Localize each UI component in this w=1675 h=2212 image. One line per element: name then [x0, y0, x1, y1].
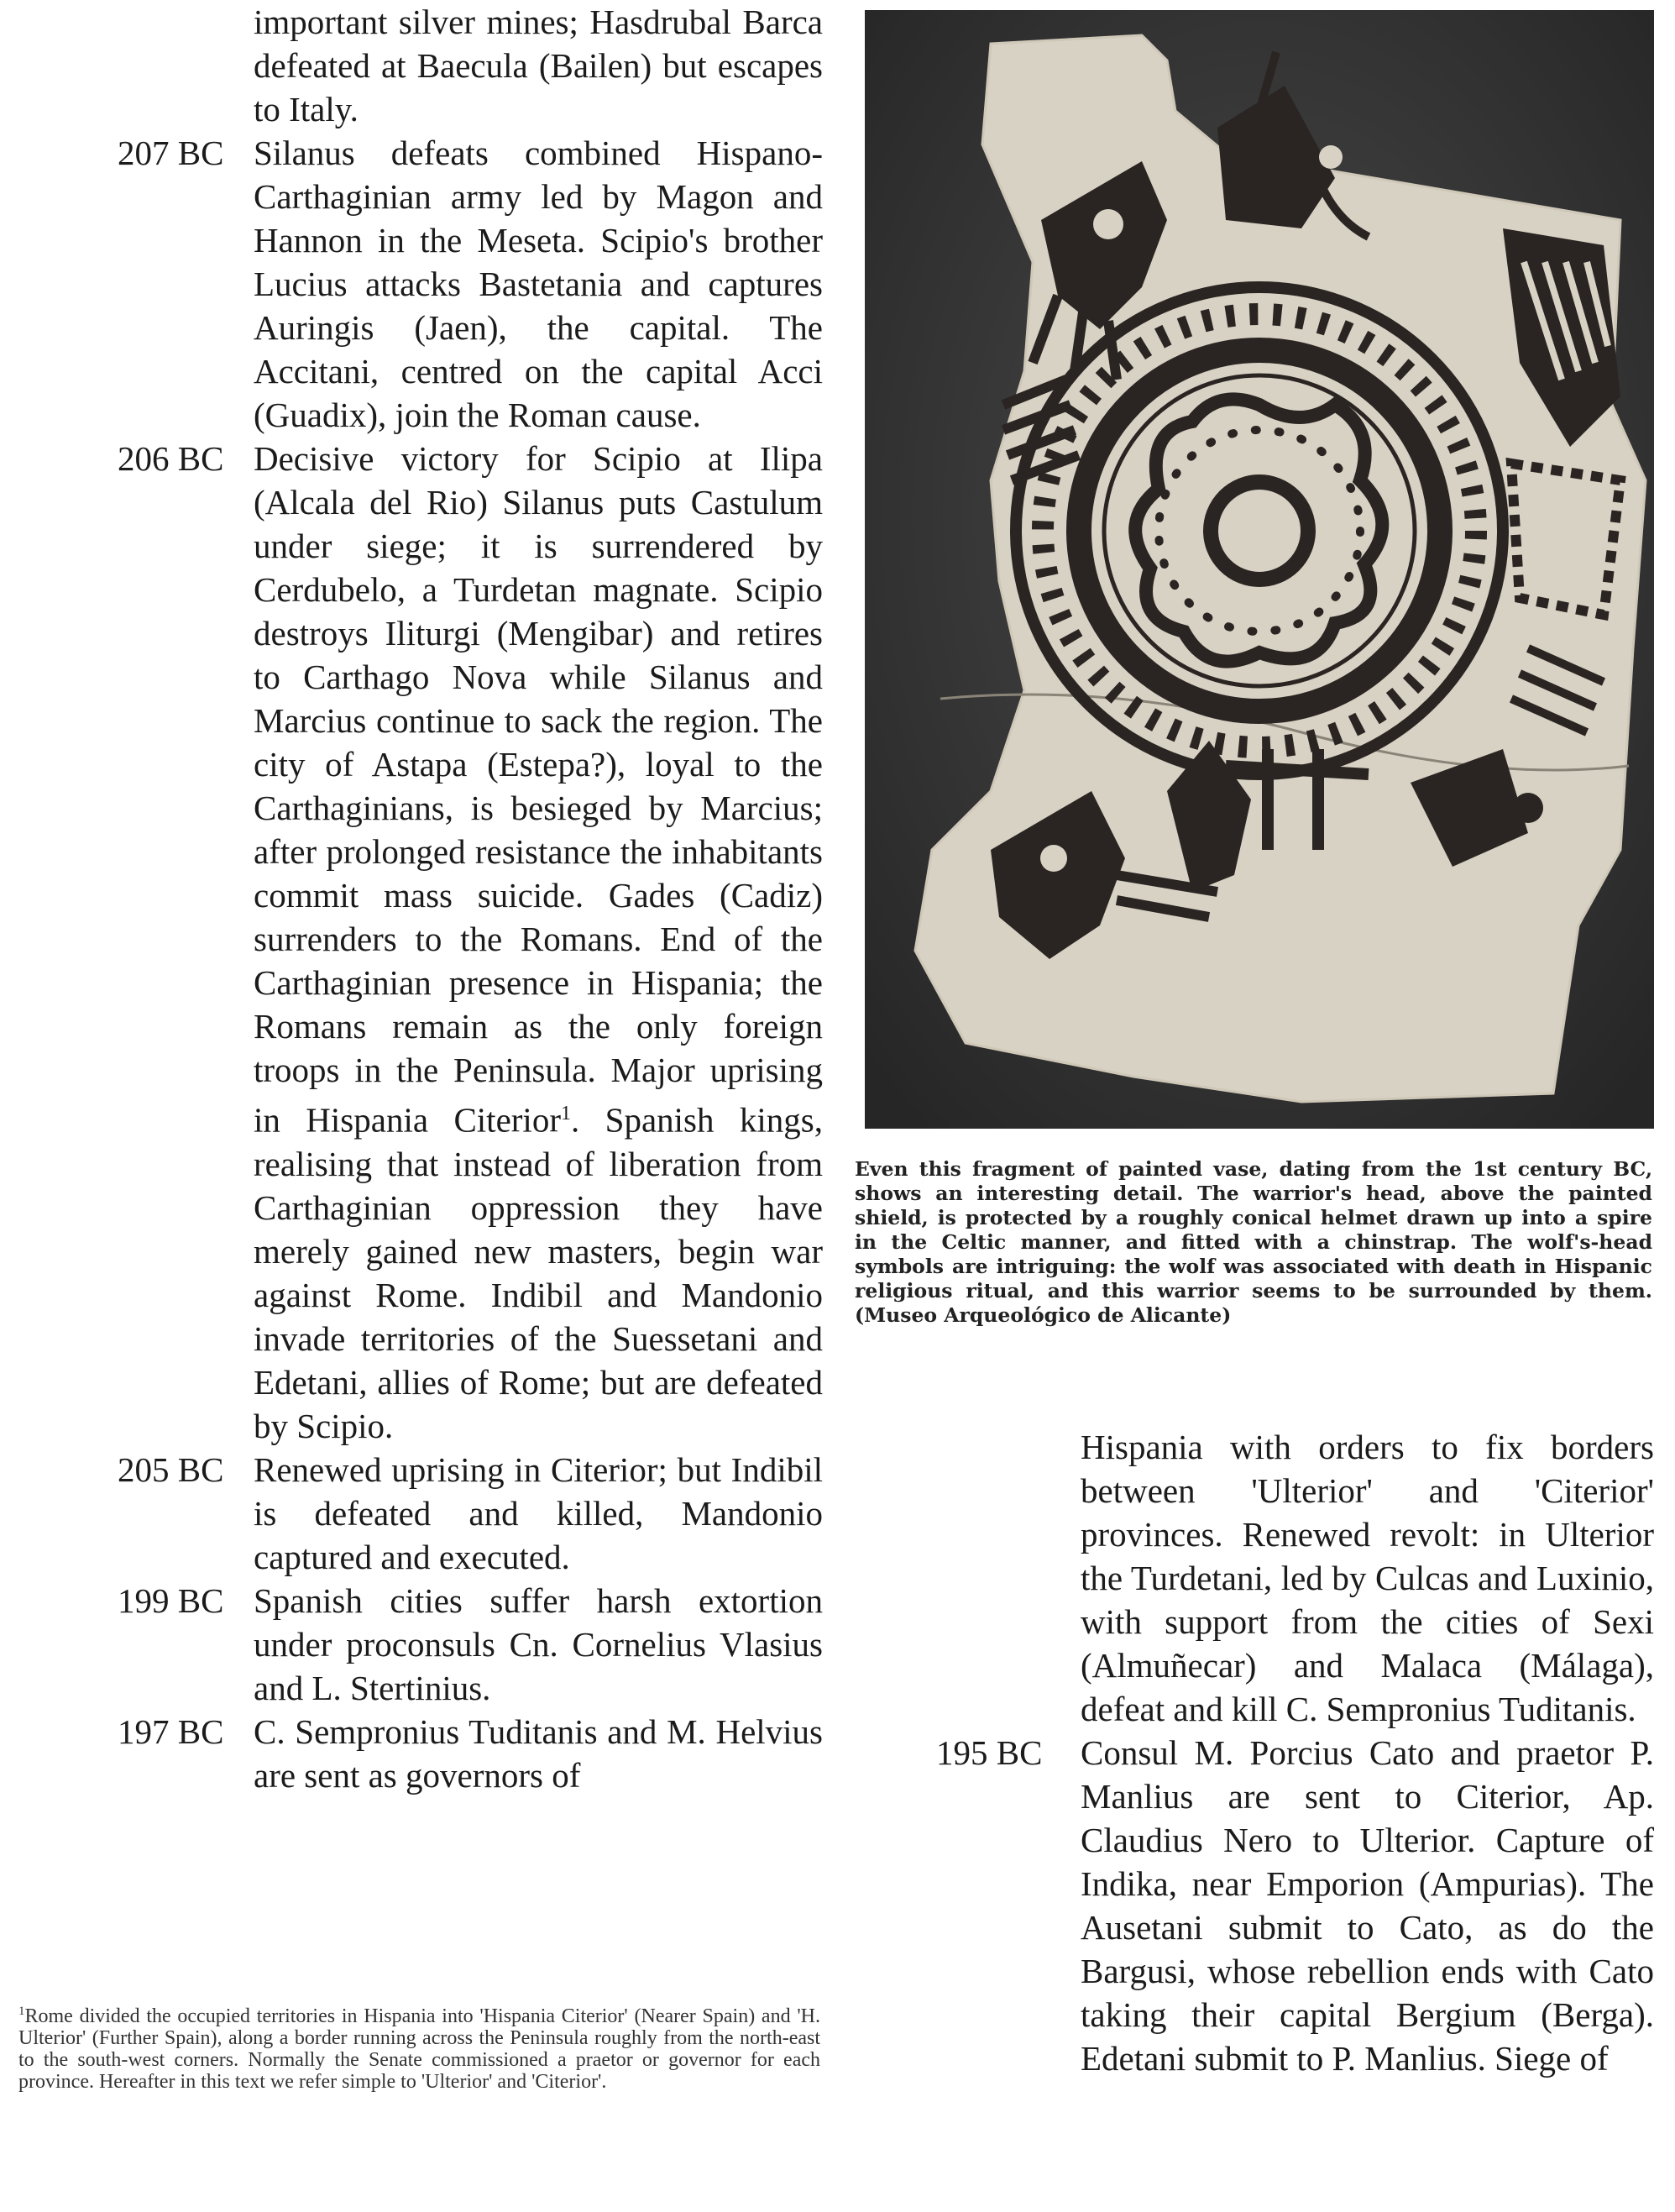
entry-text: C. Sempronius Tuditanis and M. Helvius are sent as governors of: [254, 1711, 823, 1795]
right-column: [936, 1425, 1654, 2080]
entry-text: [254, 437, 823, 1448]
entry-year: 199 BC: [118, 1580, 224, 1620]
entry-year: 207 BC: [118, 134, 224, 172]
vase-fragment-illustration: [865, 10, 1654, 1129]
entry-text-part: . Spanish kings, realising that instead of liberation from Carthaginian oppression they have merely gained new masters, begin war against Rome. Indibil and Mandonio invade territories of the Suessetani and Edetani, allies of Rome; but are defeated by Scipio.: [254, 1100, 823, 1445]
vase-fragment-photo: [865, 10, 1654, 1129]
left-column: [101, 0, 823, 1797]
entry-text: Renewed uprising in Citerior; but Indibil is defeated and killed, Mandonio captured and executed.: [254, 1449, 823, 1576]
chronology-entry: [101, 1579, 823, 1710]
chronology-entry: [936, 1731, 1654, 2080]
footnote-number: 1: [18, 2005, 25, 2018]
figure-caption: Even this fragment of painted vase, dating from the 1st century BC, shows an interesting detail. The warrior's head, above the painted shield, is protected by a roughly conical helmet drawn up into a spire in the Celtic manner, and fitted with a chinstrap. The wolf's-head symbols are intriguing: the wolf was associated with death in Hispanic religious ritual, and this warrior seems to be surrounded by them. (Museo Arqueológico de Alicante): [855, 1157, 1652, 1327]
entry-text: Spanish cities suffer harsh extortion under proconsuls Cn. Cornelius Vlasius and L. Stertinius.: [254, 1580, 823, 1707]
footnote-text: Rome divided the occupied territories in Hispania into 'Hispania Citerior' (Nearer Spain) and 'H. Ulterior' (Further Spain), along a border running across the Peninsula roughly from the north-east to the south-west corners. Normally the Senate commissioned a praetor or governor for each province. Hereafter in this text we refer simple to 'Ulterior' and 'Citerior'.: [18, 2005, 820, 2093]
continuation-text: Hispania with orders to fix borders between 'Ulterior' and 'Citerior' provinces. Renewed revolt: in Ulterior the Turdetani, led by Culcas and Luxinio, with support from the cities of Sexi (Almuñecar) and Malaca (Málaga), defeat and kill C. Sempronius Tuditanis.: [1081, 1428, 1654, 1728]
entry-text: Silanus defeats combined Hispano-Carthaginian army led by Magon and Hannon in the Meseta. Scipio's brother Lucius attacks Bastetania and captures Auringis (Jaen), the capital. The Accitani, centred on the capital Acci (Guadix), join the Roman cause.: [254, 134, 823, 434]
chronology-entry: [101, 1710, 823, 1797]
footnote-mark: 1: [560, 1103, 571, 1124]
footnote: [18, 2000, 820, 2093]
entry-year: 195 BC: [936, 1733, 1043, 1772]
chronology-entry: [101, 437, 823, 1448]
entry-text-part: Decisive victory for Scipio at Ilipa (Alcala del Rio) Silanus puts Castulum under siege; it is surrendered by Cerdubelo, a Turdetan magnate. Scipio destroys Iliturgi (Mengibar) and retires to Carthago Nova while Silanus and Marcius continue to sack the region. The city of Astapa (Estepa?), loyal to the Carthaginians, is besieged by Marcius; after prolonged resistance the inhabitants commit mass suicide. Gades (Cadiz) surrenders to the Romans. End of the Carthaginian presence in Hispania; the Romans remain as the only foreign troops in the Peninsula. Major uprising in Hispania Citerior: [254, 439, 823, 1140]
entry-text: Consul M. Porcius Cato and praetor P. Manlius are sent to Citerior, Ap. Claudius Nero to Ulterior. Capture of Indika, near Emporion (Ampurias). The Ausetani submit to Cato, as do the Bargusi, whose rebellion ends with Cato taking their capital Bergium (Berga). Edetani submit to P. Manlius. Siege of: [1081, 1733, 1654, 2078]
chronology-entry: [101, 131, 823, 437]
lead-in-text: important silver mines; Hasdrubal Barca defeated at Baecula (Bailen) but escapes to Italy.: [254, 3, 823, 128]
chronology-entry: [101, 1448, 823, 1579]
entry-year: 206 BC: [118, 439, 224, 478]
entry-year: 197 BC: [118, 1711, 224, 1751]
entry-year: 205 BC: [118, 1449, 224, 1489]
